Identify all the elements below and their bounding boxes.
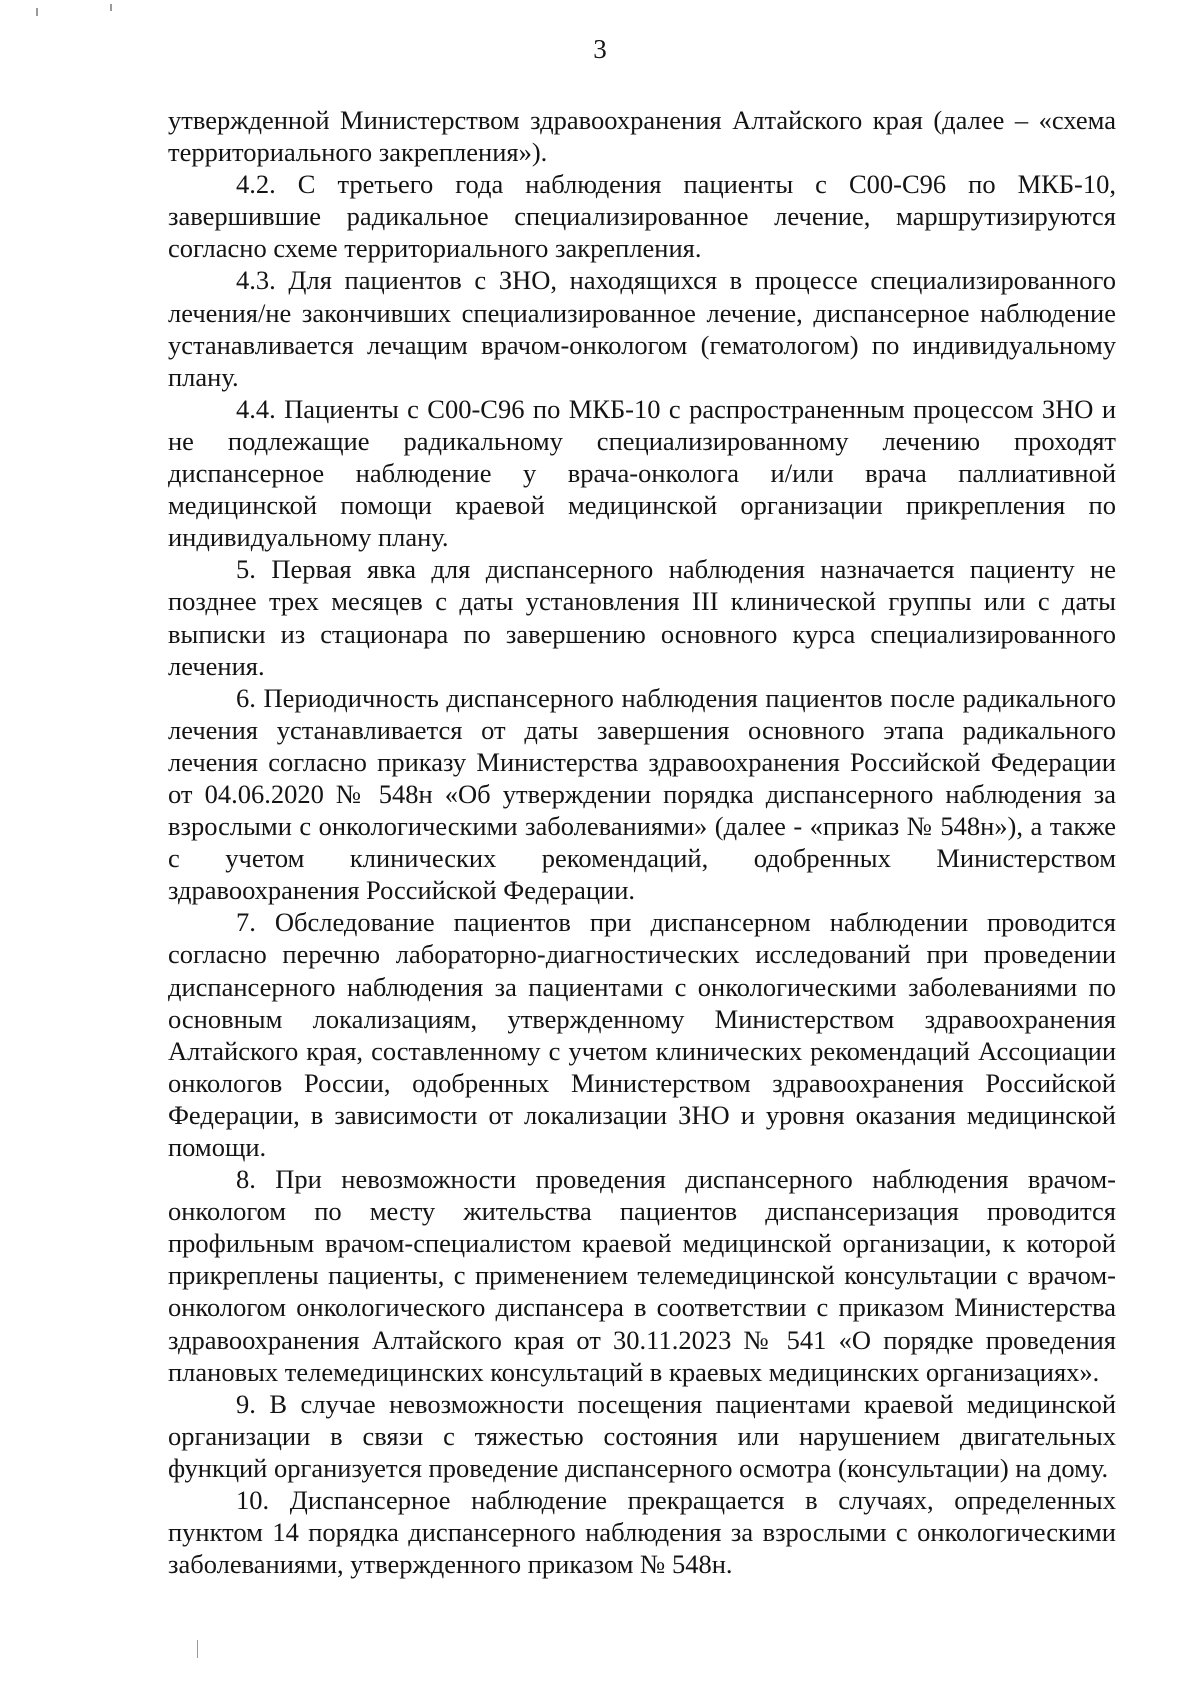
paragraph-5: 5. Первая явка для диспансерного наблюдения назначается пациенту не позднее трех месяцев с даты установления III клинической группы или с даты выписки из стационара по завершению основного курса специализированного лечения. bbox=[168, 554, 1116, 681]
paragraph-continuation: утвержденной Министерством здравоохранения Алтайского края (далее – «схема территориального закрепления»). bbox=[168, 105, 1116, 168]
paragraph-10: 10. Диспансерное наблюдение прекращается в случаях, определенных пунктом 14 порядка диспансерного наблюдения за взрослыми с онкологическими заболеваниями, утвержденного приказом № 548н. bbox=[168, 1485, 1116, 1580]
paragraph-7: 7. Обследование пациентов при диспансерном наблюдении проводится согласно перечню лабораторно-диагностических исследований при проведении диспансерного наблюдения за пациентами с онкологическими заболеваниями по основным локализациям, утвержденному Министерством здравоохранения Алтайского края, составленному с учетом клинических рекомендаций Ассоциации онкологов России, одобренных Министерством здравоохранения Российской Федерации, в зависимости от локализации ЗНО и уровня оказания медицинской помощи. bbox=[168, 907, 1116, 1162]
scan-artifact-mark bbox=[36, 8, 38, 16]
paragraph-8: 8. При невозможности проведения диспансерного наблюдения врачом-онкологом по месту жительства пациентов диспансеризация проводится профильным врачом-специалистом краевой медицинской организации, к которой прикреплены пациенты, с применением телемедицинской консультации с врачом-онкологом онкологического диспансера в соответствии с приказом Министерства здравоохранения Алтайского края от 30.11.2023 № 541 «О порядке проведения плановых телемедицинских консультаций в краевых медицинских организациях». bbox=[168, 1164, 1116, 1387]
paragraph-6: 6. Периодичность диспансерного наблюдения пациентов после радикального лечения устанавливается от даты завершения основного этапа радикального лечения согласно приказу Министерства здравоохранения Российской Федерации от 04.06.2020 № 548н «Об утверждении порядка диспансерного наблюдения за взрослыми с онкологическими заболеваниями» (далее - «приказ № 548н»), а также с учетом клинических рекомендаций, одобренных Министерством здравоохранения Российской Федерации. bbox=[168, 682, 1116, 906]
document-body bbox=[168, 104, 1116, 1580]
scan-artifact-mark bbox=[110, 4, 112, 11]
scan-artifact-mark bbox=[197, 1640, 198, 1658]
paragraph-4-2: 4.2. С третьего года наблюдения пациенты с С00-С96 по МКБ-10, завершившие радикальное специализированное лечение, маршрутизируются согласно схеме территориального закрепления. bbox=[168, 169, 1116, 264]
paragraph-4-4: 4.4. Пациенты с С00-С96 по МКБ-10 с распространенным процессом ЗНО и не подлежащие радикальному специализированному лечению проходят диспансерное наблюдение у врача-онколога и/или врача паллиативной медицинской помощи краевой медицинской организации прикрепления по индивидуальному плану. bbox=[168, 393, 1116, 553]
paragraph-4-3: 4.3. Для пациентов с ЗНО, находящихся в процессе специализированного лечения/не закончивших специализированное лечение, диспансерное наблюдение устанавливается лечащим врачом-онкологом (гематологом) по индивидуальному плану. bbox=[168, 265, 1116, 392]
page-number: 3 bbox=[593, 34, 607, 64]
paragraph-9: 9. В случае невозможности посещения пациентами краевой медицинской организации в связи с тяжестью состояния или нарушением двигательных функций организуется проведение диспансерного осмотра (консультации) на дому. bbox=[168, 1388, 1116, 1483]
